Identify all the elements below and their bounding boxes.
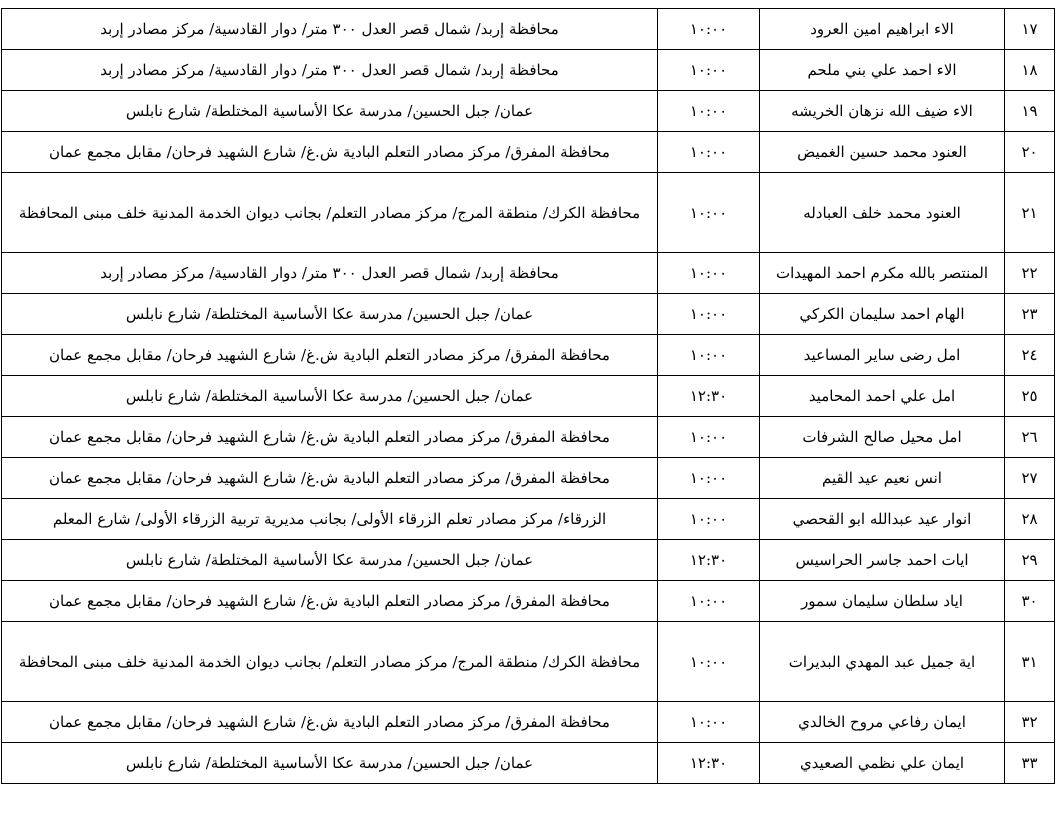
exam-location-cell: عمان/ جبل الحسين/ مدرسة عكا الأساسية المختلطة/ شارع نابلس [2,743,658,784]
table-row [2,132,1055,173]
table-row [2,581,1055,622]
exam-time-cell: ١٠:٠٠ [658,458,760,499]
table-row [2,335,1055,376]
table-row [2,376,1055,417]
person-name-cell: العنود محمد خلف العبادله [760,173,1005,253]
exam-time-cell: ١٠:٠٠ [658,173,760,253]
row-number-cell: ٢٦ [1005,417,1055,458]
exam-location-cell: محافظة الكرك/ منطقة المرج/ مركز مصادر التعلم/ بجانب ديوان الخدمة المدنية خلف مبنى المحافظة [2,173,658,253]
row-number-cell: ٢٨ [1005,499,1055,540]
exam-location-cell: محافظة إربد/ شمال قصر العدل ٣٠٠ متر/ دوار القادسية/ مركز مصادر إربد [2,9,658,50]
exam-location-cell: عمان/ جبل الحسين/ مدرسة عكا الأساسية المختلطة/ شارع نابلس [2,91,658,132]
exam-time-cell: ١٠:٠٠ [658,335,760,376]
person-name-cell: الهام احمد سليمان الكركي [760,294,1005,335]
person-name-cell: امل محيل صالح الشرفات [760,417,1005,458]
table-row [2,173,1055,253]
table-row [2,91,1055,132]
person-name-cell: المنتصر بالله مكرم احمد المهيدات [760,253,1005,294]
person-name-cell: انس نعيم عيد القيم [760,458,1005,499]
person-name-cell: الاء احمد علي بني ملحم [760,50,1005,91]
person-name-cell: امل علي احمد المحاميد [760,376,1005,417]
exam-schedule-table [1,8,1055,784]
row-number-cell: ١٩ [1005,91,1055,132]
exam-time-cell: ١٠:٠٠ [658,499,760,540]
table-row [2,622,1055,702]
exam-location-cell: محافظة الكرك/ منطقة المرج/ مركز مصادر التعلم/ بجانب ديوان الخدمة المدنية خلف مبنى المحافظة [2,622,658,702]
person-name-cell: العنود محمد حسين الغميض [760,132,1005,173]
row-number-cell: ١٧ [1005,9,1055,50]
exam-location-cell: محافظة المفرق/ مركز مصادر التعلم البادية ش.غ/ شارع الشهيد فرحان/ مقابل مجمع عمان [2,335,658,376]
exam-time-cell: ١٢:٣٠ [658,540,760,581]
exam-time-cell: ١٠:٠٠ [658,50,760,91]
row-number-cell: ٢٥ [1005,376,1055,417]
row-number-cell: ٢١ [1005,173,1055,253]
exam-location-cell: عمان/ جبل الحسين/ مدرسة عكا الأساسية المختلطة/ شارع نابلس [2,540,658,581]
person-name-cell: الاء ابراهيم امين العرود [760,9,1005,50]
table-row [2,253,1055,294]
row-number-cell: ٢٣ [1005,294,1055,335]
person-name-cell: اية جميل عبد المهدي البديرات [760,622,1005,702]
person-name-cell: امل رضى ساير المساعيد [760,335,1005,376]
table-row [2,9,1055,50]
table-row [2,50,1055,91]
exam-location-cell: محافظة المفرق/ مركز مصادر التعلم البادية ش.غ/ شارع الشهيد فرحان/ مقابل مجمع عمان [2,132,658,173]
table-row [2,294,1055,335]
exam-time-cell: ١٢:٣٠ [658,743,760,784]
exam-location-cell: محافظة إربد/ شمال قصر العدل ٣٠٠ متر/ دوار القادسية/ مركز مصادر إربد [2,253,658,294]
exam-time-cell: ١٠:٠٠ [658,9,760,50]
exam-location-cell: الزرقاء/ مركز مصادر تعلم الزرقاء الأولى/ بجانب مديرية تربية الزرقاء الأولى/ شارع المعلم [2,499,658,540]
exam-location-cell: محافظة إربد/ شمال قصر العدل ٣٠٠ متر/ دوار القادسية/ مركز مصادر إربد [2,50,658,91]
exam-time-cell: ١٠:٠٠ [658,91,760,132]
table-row [2,417,1055,458]
row-number-cell: ٣٢ [1005,702,1055,743]
exam-time-cell: ١٠:٠٠ [658,132,760,173]
row-number-cell: ٢٢ [1005,253,1055,294]
person-name-cell: اياد سلطان سليمان سمور [760,581,1005,622]
exam-location-cell: محافظة المفرق/ مركز مصادر التعلم البادية ش.غ/ شارع الشهيد فرحان/ مقابل مجمع عمان [2,417,658,458]
person-name-cell: ايات احمد جاسر الحراسيس [760,540,1005,581]
exam-location-cell: محافظة المفرق/ مركز مصادر التعلم البادية ش.غ/ شارع الشهيد فرحان/ مقابل مجمع عمان [2,702,658,743]
person-name-cell: الاء ضيف الله نزهان الخريشه [760,91,1005,132]
exam-location-cell: عمان/ جبل الحسين/ مدرسة عكا الأساسية المختلطة/ شارع نابلس [2,294,658,335]
exam-time-cell: ١٠:٠٠ [658,622,760,702]
table-row [2,499,1055,540]
exam-location-cell: محافظة المفرق/ مركز مصادر التعلم البادية ش.غ/ شارع الشهيد فرحان/ مقابل مجمع عمان [2,581,658,622]
person-name-cell: انوار عيد عبدالله ابو القحصي [760,499,1005,540]
row-number-cell: ٢٤ [1005,335,1055,376]
row-number-cell: ١٨ [1005,50,1055,91]
row-number-cell: ٣١ [1005,622,1055,702]
exam-time-cell: ١٢:٣٠ [658,376,760,417]
exam-time-cell: ١٠:٠٠ [658,702,760,743]
row-number-cell: ٢٠ [1005,132,1055,173]
table-row [2,743,1055,784]
table-body [2,9,1055,784]
row-number-cell: ٣٠ [1005,581,1055,622]
table-row [2,458,1055,499]
row-number-cell: ٢٧ [1005,458,1055,499]
exam-time-cell: ١٠:٠٠ [658,253,760,294]
exam-location-cell: محافظة المفرق/ مركز مصادر التعلم البادية ش.غ/ شارع الشهيد فرحان/ مقابل مجمع عمان [2,458,658,499]
table-row [2,702,1055,743]
person-name-cell: ايمان رفاعي مروح الخالدي [760,702,1005,743]
exam-location-cell: عمان/ جبل الحسين/ مدرسة عكا الأساسية المختلطة/ شارع نابلس [2,376,658,417]
person-name-cell: ايمان علي نظمي الصعيدي [760,743,1005,784]
exam-time-cell: ١٠:٠٠ [658,417,760,458]
exam-time-cell: ١٠:٠٠ [658,581,760,622]
row-number-cell: ٢٩ [1005,540,1055,581]
table-row [2,540,1055,581]
exam-time-cell: ١٠:٠٠ [658,294,760,335]
document-page [1,8,1054,784]
row-number-cell: ٣٣ [1005,743,1055,784]
